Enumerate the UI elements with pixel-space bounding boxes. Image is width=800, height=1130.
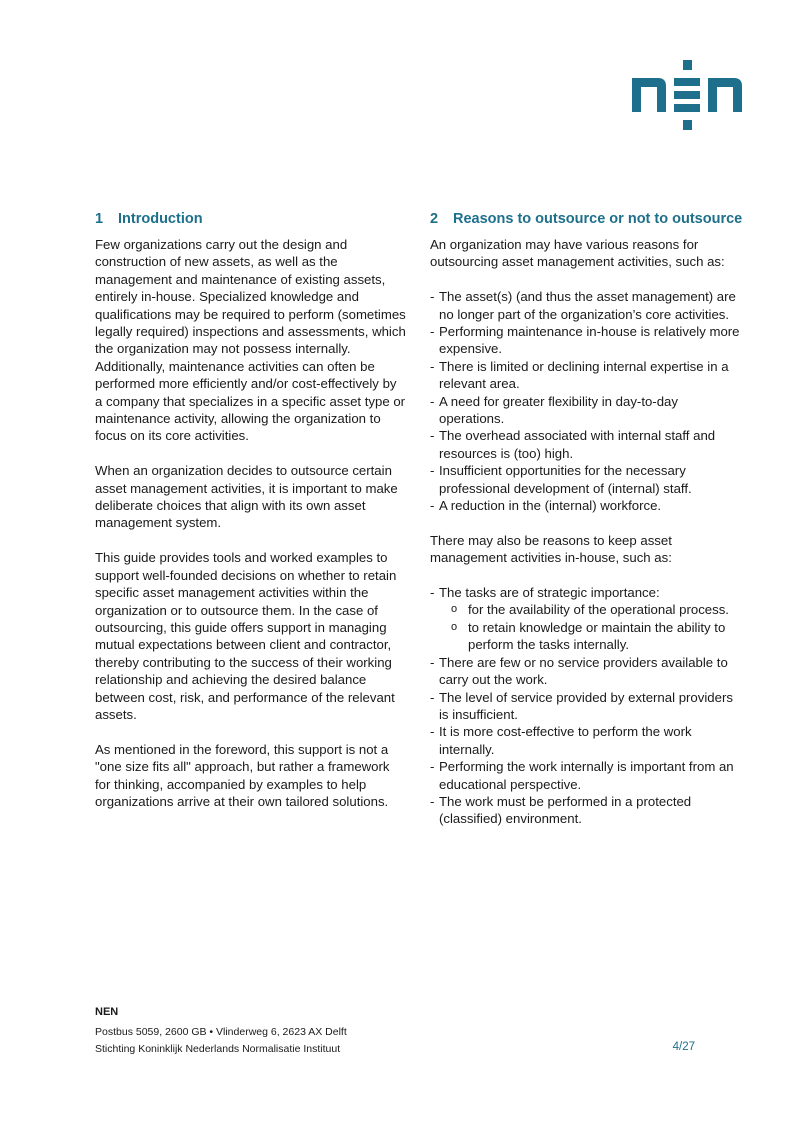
page-footer [95, 1004, 695, 1058]
footer-foundation: Stichting Koninklijk Nederlands Normalisatie Instituut [95, 1043, 341, 1055]
list-item: - A need for greater flexibility in day-to-day operations. [430, 393, 746, 428]
list-item: - The work must be performed in a protected (classified) environment. [430, 793, 746, 828]
list-item: - It is more cost-effective to perform the work internally. [430, 723, 746, 758]
section-1-heading [95, 210, 407, 228]
list-item: - Performing maintenance in-house is relatively more expensive. [430, 323, 746, 358]
outsource-reasons-list [430, 288, 746, 514]
sub-list [439, 601, 746, 653]
section-2-heading [430, 210, 746, 228]
section-2-title: Reasons to outsource or not to outsource [453, 211, 743, 227]
right-column [430, 210, 746, 845]
footer-address: Postbus 5059, 2600 GB • Vlinderweg 6, 2623 AX Delft [95, 1026, 347, 1038]
outsource-intro: An organization may have various reasons for outsourcing asset management activities, such as: [430, 237, 725, 270]
sub-list-item: o for the availability of the operational process. [451, 601, 746, 618]
inhouse-intro: There may also be reasons to keep asset management activities in-house, such as: [430, 532, 672, 566]
page-number: 4/27 [672, 1041, 695, 1053]
sub-list-item: o to retain knowledge or maintain the ability to perform the tasks internally. [451, 619, 746, 654]
list-item-text: The tasks are of strategic importance: [439, 585, 660, 601]
footer-org: NEN [95, 1006, 119, 1018]
section-1-title: Introduction [118, 211, 203, 227]
list-item: - The overhead associated with internal staff and resources is (too) high. [430, 427, 746, 462]
left-column [95, 210, 407, 828]
intro-paragraph-4: As mentioned in the foreword, this support is not a "one size fits all" approach, but rather a framework for thinking, accompanied by examples to help organizations arrive at their own tailored solutions. [95, 741, 390, 809]
nen-logo-icon [632, 60, 744, 132]
list-item: - The level of service provided by external providers is insufficient. [430, 689, 746, 724]
intro-paragraph-1: Few organizations carry out the design and construction of new assets, as well as the management and maintenance of existing assets, entirely in-house. Specialized knowledge and qualifications may be required to perform (sometimes legally required) inspections and assessments, which the organization may not possess internally. Additionally, maintenance activities can often be performed more efficiently and/or cost-effectively by a company that specializes in a specific asset type or maintenance activity, allowing the organization to focus on its core activities. [95, 237, 406, 444]
list-item: - Insufficient opportunities for the necessary professional development of (internal) staff. [430, 462, 746, 497]
list-item: - Performing the work internally is important from an educational perspective. [430, 758, 746, 793]
list-item: - There is limited or declining internal expertise in a relevant area. [430, 358, 746, 393]
list-item: - The asset(s) (and thus the asset management) are no longer part of the organization’s core activities. [430, 288, 746, 323]
section-2-number: 2 [430, 211, 439, 227]
section-1-number: 1 [95, 211, 104, 227]
list-item [430, 584, 746, 654]
inhouse-reasons-list [430, 584, 746, 828]
intro-paragraph-2: When an organization decides to outsource certain asset management activities, it is important to make deliberate choices that align with its own asset management system. [95, 463, 398, 531]
list-item: - A reduction in the (internal) workforce. [430, 497, 746, 514]
list-item: - There are few or no service providers available to carry out the work. [430, 654, 746, 689]
intro-paragraph-3: This guide provides tools and worked examples to support well-founded decisions on whether to retain specific asset management activities within the organization or to outsource them. In the case of outsourcing, this guide offers support in managing mutual expectations between client and contractor, thereby contributing to the success of their working relationship and achieving the desired balance between cost, risk, and performance of the relevant assets. [95, 550, 397, 722]
